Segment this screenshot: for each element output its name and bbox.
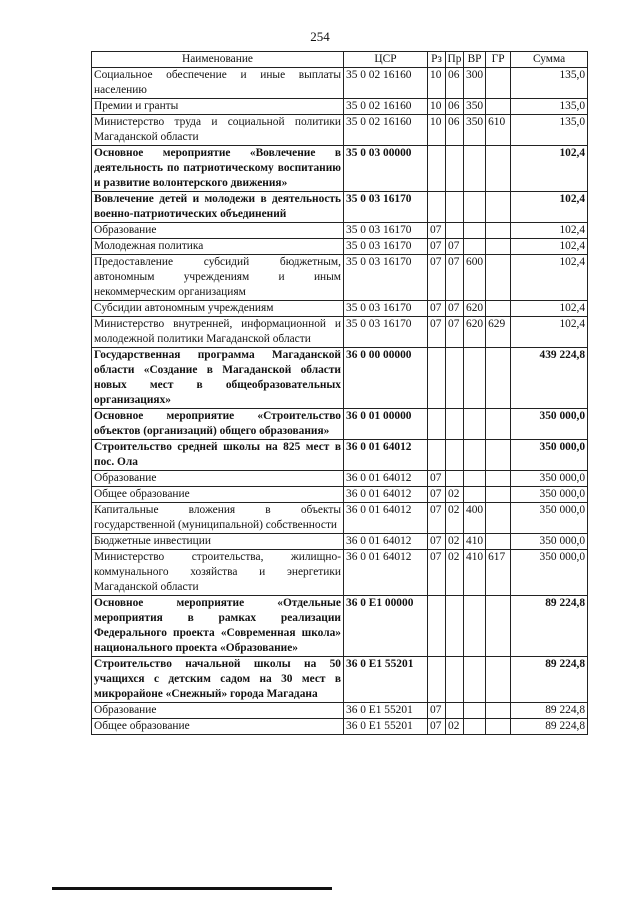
cell-gr xyxy=(486,657,511,703)
cell-name: Основное мероприятие «Отдельные мероприятия в рамках реализации Федерального проекта «Современная школа» национального проекта «Образование» xyxy=(92,596,344,657)
cell-csr: 36 0 E1 55201 xyxy=(344,703,428,719)
header-csr: ЦСР xyxy=(344,52,428,68)
table-row xyxy=(92,301,588,317)
cell-pr: 07 xyxy=(446,317,464,348)
cell-gr xyxy=(486,409,511,440)
cell-sum: 89 224,8 xyxy=(511,657,588,703)
cell-name: Министерство строительства, жилищно-коммунального хозяйства и энергетики Магаданской области xyxy=(92,550,344,596)
cell-csr: 36 0 01 64012 xyxy=(344,440,428,471)
cell-gr xyxy=(486,503,511,534)
cell-sum: 350 000,0 xyxy=(511,534,588,550)
cell-pr xyxy=(446,223,464,239)
cell-csr: 36 0 00 00000 xyxy=(344,348,428,409)
table-row xyxy=(92,115,588,146)
cell-name: Вовлечение детей и молодежи в деятельность военно-патриотических объединений xyxy=(92,192,344,223)
cell-sum: 102,4 xyxy=(511,223,588,239)
table-row xyxy=(92,239,588,255)
table-row xyxy=(92,255,588,301)
cell-pr xyxy=(446,657,464,703)
cell-name: Субсидии автономным учреждениям xyxy=(92,301,344,317)
cell-name: Общее образование xyxy=(92,719,344,735)
table-row xyxy=(92,719,588,735)
cell-rz: 07 xyxy=(428,471,446,487)
cell-pr: 06 xyxy=(446,68,464,99)
cell-vr xyxy=(464,192,486,223)
cell-sum: 439 224,8 xyxy=(511,348,588,409)
table-row xyxy=(92,487,588,503)
cell-sum: 89 224,8 xyxy=(511,719,588,735)
cell-sum: 350 000,0 xyxy=(511,487,588,503)
cell-pr: 02 xyxy=(446,719,464,735)
cell-vr xyxy=(464,239,486,255)
cell-gr: 610 xyxy=(486,115,511,146)
table-row xyxy=(92,596,588,657)
cell-csr: 36 0 01 64012 xyxy=(344,471,428,487)
cell-name: Молодежная политика xyxy=(92,239,344,255)
cell-vr xyxy=(464,719,486,735)
cell-pr: 07 xyxy=(446,255,464,301)
cell-pr: 02 xyxy=(446,487,464,503)
cell-gr xyxy=(486,534,511,550)
cell-gr xyxy=(486,348,511,409)
cell-sum: 102,4 xyxy=(511,317,588,348)
cell-pr xyxy=(446,348,464,409)
cell-vr xyxy=(464,440,486,471)
cell-name: Капитальные вложения в объекты государственной (муниципальной) собственности xyxy=(92,503,344,534)
cell-pr xyxy=(446,409,464,440)
cell-gr xyxy=(486,239,511,255)
table-header-row xyxy=(92,52,588,68)
cell-csr: 36 0 E1 00000 xyxy=(344,596,428,657)
cell-gr xyxy=(486,223,511,239)
cell-pr xyxy=(446,440,464,471)
cell-rz: 07 xyxy=(428,503,446,534)
bottom-rule xyxy=(52,887,332,890)
cell-sum: 350 000,0 xyxy=(511,409,588,440)
cell-csr: 35 0 03 16170 xyxy=(344,239,428,255)
cell-sum: 135,0 xyxy=(511,68,588,99)
cell-rz: 10 xyxy=(428,99,446,115)
cell-vr: 350 xyxy=(464,115,486,146)
cell-sum: 350 000,0 xyxy=(511,550,588,596)
cell-gr xyxy=(486,146,511,192)
cell-rz xyxy=(428,192,446,223)
cell-rz: 10 xyxy=(428,115,446,146)
cell-csr: 36 0 E1 55201 xyxy=(344,657,428,703)
cell-name: Образование xyxy=(92,471,344,487)
cell-sum: 102,4 xyxy=(511,301,588,317)
cell-pr: 06 xyxy=(446,115,464,146)
cell-csr: 36 0 01 64012 xyxy=(344,503,428,534)
cell-gr xyxy=(486,703,511,719)
cell-gr xyxy=(486,471,511,487)
cell-sum: 135,0 xyxy=(511,115,588,146)
cell-sum: 102,4 xyxy=(511,192,588,223)
cell-csr: 36 0 E1 55201 xyxy=(344,719,428,735)
table-body xyxy=(92,68,588,735)
cell-vr xyxy=(464,223,486,239)
cell-pr xyxy=(446,703,464,719)
cell-rz xyxy=(428,440,446,471)
cell-rz: 07 xyxy=(428,487,446,503)
cell-gr xyxy=(486,487,511,503)
cell-gr: 629 xyxy=(486,317,511,348)
table-row xyxy=(92,146,588,192)
cell-vr xyxy=(464,703,486,719)
cell-name: Министерство труда и социальной политики Магаданской области xyxy=(92,115,344,146)
cell-gr xyxy=(486,301,511,317)
cell-csr: 35 0 02 16160 xyxy=(344,99,428,115)
cell-csr: 36 0 01 00000 xyxy=(344,409,428,440)
cell-pr xyxy=(446,192,464,223)
cell-rz xyxy=(428,348,446,409)
cell-rz: 07 xyxy=(428,301,446,317)
cell-pr: 02 xyxy=(446,534,464,550)
cell-sum: 89 224,8 xyxy=(511,596,588,657)
cell-sum: 135,0 xyxy=(511,99,588,115)
table-row xyxy=(92,534,588,550)
header-vr: ВР xyxy=(464,52,486,68)
cell-vr: 620 xyxy=(464,301,486,317)
header-name: Наименование xyxy=(92,52,344,68)
cell-name: Основное мероприятие «Вовлечение в деятельность по патриотическому воспитанию и развитие волонтерского движения» xyxy=(92,146,344,192)
cell-rz: 07 xyxy=(428,317,446,348)
page-number: 254 xyxy=(310,29,330,44)
cell-gr xyxy=(486,192,511,223)
cell-gr xyxy=(486,68,511,99)
table-row xyxy=(92,703,588,719)
cell-vr: 400 xyxy=(464,503,486,534)
cell-csr: 36 0 01 64012 xyxy=(344,487,428,503)
cell-vr: 300 xyxy=(464,68,486,99)
cell-name: Общее образование xyxy=(92,487,344,503)
cell-gr: 617 xyxy=(486,550,511,596)
cell-csr: 35 0 02 16160 xyxy=(344,115,428,146)
cell-rz xyxy=(428,596,446,657)
table-row xyxy=(92,348,588,409)
header-rz: Рз xyxy=(428,52,446,68)
cell-name: Образование xyxy=(92,703,344,719)
cell-csr: 35 0 03 16170 xyxy=(344,192,428,223)
cell-vr xyxy=(464,657,486,703)
cell-name: Министерство внутренней, информационной и молодежной политики Магаданской области xyxy=(92,317,344,348)
cell-vr xyxy=(464,596,486,657)
cell-sum: 89 224,8 xyxy=(511,703,588,719)
cell-rz xyxy=(428,146,446,192)
cell-csr: 35 0 03 16170 xyxy=(344,301,428,317)
cell-pr: 07 xyxy=(446,301,464,317)
budget-table xyxy=(91,51,588,735)
cell-pr xyxy=(446,596,464,657)
cell-sum: 350 000,0 xyxy=(511,440,588,471)
cell-pr: 02 xyxy=(446,550,464,596)
table-row xyxy=(92,503,588,534)
cell-name: Образование xyxy=(92,223,344,239)
cell-vr: 620 xyxy=(464,317,486,348)
cell-pr: 02 xyxy=(446,503,464,534)
cell-name: Предоставление субсидий бюджетным, автономным учреждениям и иным некоммерческим организациям xyxy=(92,255,344,301)
header-sum: Сумма xyxy=(511,52,588,68)
cell-rz xyxy=(428,409,446,440)
table-row xyxy=(92,223,588,239)
cell-vr: 350 xyxy=(464,99,486,115)
cell-rz: 07 xyxy=(428,703,446,719)
cell-pr: 07 xyxy=(446,239,464,255)
cell-name: Социальное обеспечение и иные выплаты населению xyxy=(92,68,344,99)
cell-rz xyxy=(428,657,446,703)
cell-name: Строительство средней школы на 825 мест в пос. Ола xyxy=(92,440,344,471)
table-row xyxy=(92,440,588,471)
cell-rz: 07 xyxy=(428,255,446,301)
cell-gr xyxy=(486,440,511,471)
cell-vr xyxy=(464,146,486,192)
cell-csr: 35 0 03 16170 xyxy=(344,317,428,348)
cell-vr xyxy=(464,409,486,440)
cell-rz: 07 xyxy=(428,223,446,239)
cell-gr xyxy=(486,99,511,115)
cell-sum: 102,4 xyxy=(511,146,588,192)
header-pr: Пр xyxy=(446,52,464,68)
table-row xyxy=(92,99,588,115)
cell-name: Основное мероприятие «Строительство объектов (организаций) общего образования» xyxy=(92,409,344,440)
cell-rz: 10 xyxy=(428,68,446,99)
cell-pr: 06 xyxy=(446,99,464,115)
table-row xyxy=(92,68,588,99)
table-row xyxy=(92,409,588,440)
cell-rz: 07 xyxy=(428,719,446,735)
cell-csr: 36 0 01 64012 xyxy=(344,534,428,550)
table-row xyxy=(92,471,588,487)
cell-rz: 07 xyxy=(428,534,446,550)
cell-gr xyxy=(486,719,511,735)
cell-vr xyxy=(464,487,486,503)
cell-csr: 36 0 01 64012 xyxy=(344,550,428,596)
cell-pr xyxy=(446,146,464,192)
cell-sum: 102,4 xyxy=(511,255,588,301)
cell-rz: 07 xyxy=(428,239,446,255)
cell-vr xyxy=(464,348,486,409)
table-row xyxy=(92,192,588,223)
cell-sum: 350 000,0 xyxy=(511,503,588,534)
cell-vr: 410 xyxy=(464,550,486,596)
cell-csr: 35 0 02 16160 xyxy=(344,68,428,99)
cell-vr xyxy=(464,471,486,487)
cell-gr xyxy=(486,596,511,657)
cell-csr: 35 0 03 16170 xyxy=(344,223,428,239)
cell-csr: 35 0 03 16170 xyxy=(344,255,428,301)
cell-name: Премии и гранты xyxy=(92,99,344,115)
cell-vr: 600 xyxy=(464,255,486,301)
table-row xyxy=(92,657,588,703)
header-gr: ГР xyxy=(486,52,511,68)
cell-rz: 07 xyxy=(428,550,446,596)
cell-pr xyxy=(446,471,464,487)
cell-sum: 102,4 xyxy=(511,239,588,255)
cell-name: Государственная программа Магаданской области «Создание в Магаданской области новых мест в общеобразовательных организациях» xyxy=(92,348,344,409)
table-row xyxy=(92,317,588,348)
cell-name: Бюджетные инвестиции xyxy=(92,534,344,550)
cell-sum: 350 000,0 xyxy=(511,471,588,487)
cell-vr: 410 xyxy=(464,534,486,550)
cell-gr xyxy=(486,255,511,301)
table-row xyxy=(92,550,588,596)
cell-name: Строительство начальной школы на 50 учащихся с детским садом на 30 мест в микрорайоне «Снежный» города Магадана xyxy=(92,657,344,703)
cell-csr: 35 0 03 00000 xyxy=(344,146,428,192)
